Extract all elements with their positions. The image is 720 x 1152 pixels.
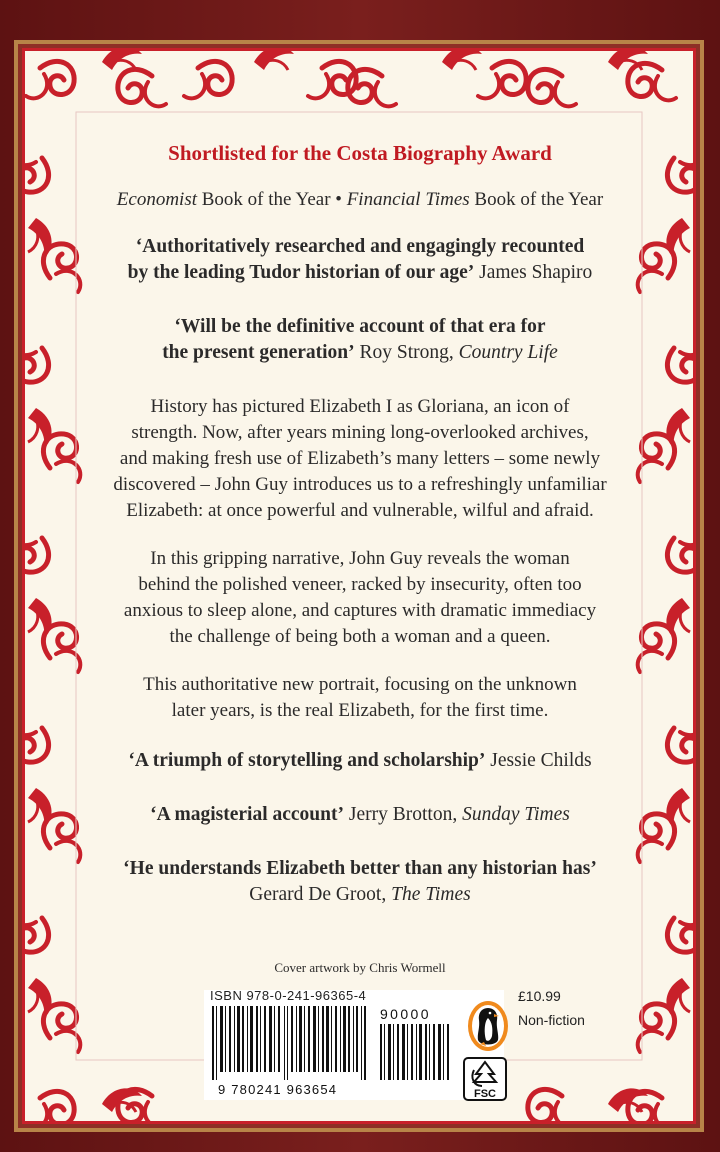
blurb-p1-line: and making fresh use of Elizabeth’s many letters – some newly [119, 448, 601, 469]
blurb-p2-line: behind the polished veneer, racked by insecurity, often too [138, 574, 582, 595]
quote-strong [80, 314, 640, 366]
blurb-p2-line: the challenge of being both a woman and a queen. [169, 626, 551, 647]
addon-digits: 90000 [380, 1006, 431, 1022]
blurb-p2-line: In this gripping narrative, John Guy reveals the woman [150, 548, 570, 569]
blurb-p1-line: History has pictured Elizabeth I as Gloriana, an icon of [150, 396, 570, 417]
blurb-p1-line: Elizabeth: at once powerful and vulnerable, wilful and afraid. [126, 500, 594, 521]
accolade-ft-rest: Book of the Year [474, 189, 604, 210]
quote-shapiro-attribution: James Shapiro [479, 262, 593, 283]
cover-credit: Cover artwork by Chris Wormell [274, 960, 446, 975]
award-headline: Shortlisted for the Costa Biography Award [168, 141, 552, 165]
price-label: £10.99 [518, 988, 561, 1004]
quote-strong-publication: Country Life [458, 342, 558, 363]
isbn-barcode [210, 1006, 370, 1080]
quote-shapiro [80, 234, 640, 286]
quote-strong-attribution: Roy Strong, [359, 342, 454, 363]
quote-degroot [80, 856, 640, 908]
quote-childs [80, 748, 640, 774]
accolade-ft: Financial Times [346, 189, 470, 210]
quote-childs-attribution: Jessie Childs [490, 750, 592, 771]
back-cover-text [80, 140, 640, 976]
blurb-p1-line: strength. Now, after years mining long-overlooked archives, [131, 422, 589, 443]
quote-brotton [80, 802, 640, 828]
quote-brotton-text: ‘A magisterial account’ [150, 804, 344, 825]
quote-brotton-publication: Sunday Times [462, 804, 570, 825]
blurb-p3-line: later years, is the real Elizabeth, for the first time. [171, 700, 549, 721]
addon-barcode [378, 1024, 458, 1080]
accolades-line [80, 188, 640, 212]
penguin-logo-icon [466, 1000, 510, 1052]
quote-degroot-text: ‘He understands Elizabeth better than any historian has’ [123, 858, 597, 879]
accolade-economist-rest: Book of the Year [201, 189, 331, 210]
isbn-label: ISBN 978-0-241-96365-4 [210, 988, 367, 1003]
fsc-text: FSC [474, 1088, 496, 1100]
fsc-logo-icon [462, 1056, 508, 1102]
accolade-economist: Economist [116, 189, 197, 210]
blurb-p1-line: discovered – John Guy introduces us to a refreshingly unfamiliar [113, 474, 607, 495]
blurb-paragraph-2 [80, 546, 640, 650]
barcode-digits: 9 780241 963654 [218, 1082, 338, 1097]
blurb-p3-line: This authoritative new portrait, focusing on the unknown [143, 674, 577, 695]
quote-strong-line1: ‘Will be the definitive account of that era for [174, 316, 546, 337]
quote-degroot-attribution: Gerard De Groot, [249, 884, 387, 905]
quote-degroot-publication: The Times [391, 884, 471, 905]
category-label: Non-fiction [518, 1012, 585, 1028]
quote-shapiro-line2: by the leading Tudor historian of our age’ [127, 262, 475, 283]
quote-strong-line2: the present generation’ [162, 342, 355, 363]
quote-brotton-attribution: Jerry Brotton, [348, 804, 458, 825]
quote-shapiro-line1: ‘Authoritatively researched and engagingly recounted [135, 236, 585, 257]
quote-childs-text: ‘A triumph of storytelling and scholarship’ [128, 750, 486, 771]
blurb-paragraph-1 [80, 394, 640, 524]
blurb-paragraph-3 [80, 672, 640, 724]
accolade-separator: • [335, 189, 342, 210]
blurb-p2-line: anxious to sleep alone, and captures with dramatic immediacy [123, 600, 597, 621]
